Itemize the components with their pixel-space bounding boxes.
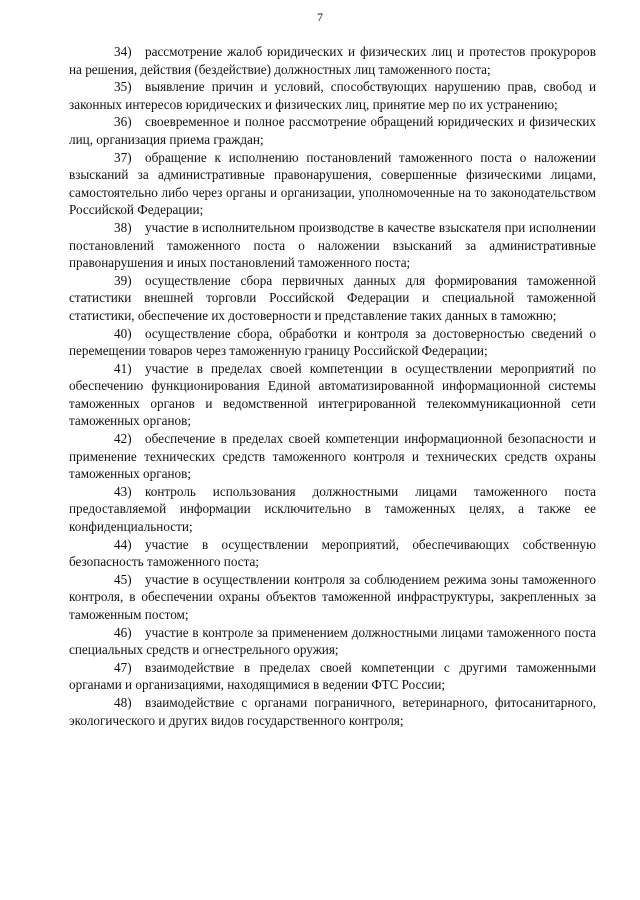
item-text: выявление причин и условий, способствующих нарушению прав, свобод и законных интересов юридических и физических лиц, принятие мер по их устранению; [69, 79, 596, 112]
item-text: взаимодействие в пределах своей компетенции с другими таможенными органами и организациями, находящимися в ведении ФТС России; [69, 659, 596, 693]
item-number: 39) [114, 272, 132, 288]
list-item [69, 43, 596, 78]
item-text: рассмотрение жалоб юридических и физических лиц и протестов прокуроров на решения, действия (бездействие) должностных лиц таможенного поста; [69, 44, 596, 77]
item-number: 48) [114, 694, 132, 710]
item-number: 37) [114, 149, 132, 165]
item-number: 41) [114, 360, 132, 376]
list-item [69, 536, 596, 571]
list-item [69, 78, 596, 113]
item-text: контроль использования должностными лицами таможенного поста предоставляемой информации исключительно в таможенных целях, а также ее конфиденциальности; [69, 483, 596, 535]
item-text: участие в контроле за применением должностными лицами таможенного поста специальных средств и огнестрельного оружия; [69, 624, 596, 658]
item-text: участие в осуществлении мероприятий, обеспечивающих собственную безопасность таможенного поста; [69, 536, 596, 570]
item-text: осуществление сбора первичных данных для формирования таможенной статистики внешней торговли Российской Федерации и специальной таможенной статистики, обеспечение их достоверности и представление таких данных в таможню; [69, 272, 596, 323]
list-item [69, 272, 596, 325]
list-item [69, 659, 596, 694]
item-text: обращение к исполнению постановлений таможенного поста о наложении взысканий за административные правонарушения, совершенные физическими лицами, самостоятельно либо через органы и организации, уполномоченные на то законодательством Российской Федерации; [69, 149, 596, 218]
item-text: взаимодействие с органами пограничного, ветеринарного, фитосанитарного, экологического и других видов государственного контроля; [69, 694, 596, 728]
item-number: 35) [114, 79, 132, 95]
item-text: участие в осуществлении контроля за соблюдением режима зоны таможенного контроля, в обеспечении охраны объектов таможенной инфраструктуры, закрепленных за таможенным постом; [69, 571, 596, 622]
item-number: 45) [114, 571, 132, 587]
item-number: 42) [114, 431, 132, 447]
list-item [69, 325, 596, 360]
list-item [69, 219, 596, 272]
item-text: участие в исполнительном производстве в качестве взыскателя при исполнении постановлений таможенного поста о наложении взысканий за административные правонарушения и иных постановлений таможенного поста; [69, 219, 596, 271]
item-number: 40) [114, 325, 132, 341]
item-text: своевременное и полное рассмотрение обращений юридических и физических лиц, организация приема граждан; [69, 114, 596, 147]
item-number: 44) [114, 536, 132, 552]
list-item [69, 149, 596, 219]
item-text: осуществление сбора, обработки и контроля за достоверностью сведений о перемещении товаров через таможенную границу Российской Федерации; [69, 325, 596, 359]
item-text: обеспечение в пределах своей компетенции информационной безопасности и применение технических средств таможенного контроля и технических средств охраны таможенных органов; [69, 431, 596, 482]
item-number: 43) [114, 483, 132, 499]
item-number: 38) [114, 219, 132, 235]
item-text: участие в пределах своей компетенции в осуществлении мероприятий по обеспечению функционирования Единой автоматизированной информационной системы таможенных органов и ведомственной интегрированной телекоммуникационной сети таможенных органов; [69, 360, 596, 429]
list-item [69, 483, 596, 536]
list-item [69, 694, 596, 729]
document-body [69, 43, 596, 729]
list-item [69, 571, 596, 624]
list-item [69, 624, 596, 659]
page-number: 7 [317, 10, 323, 24]
item-number: 47) [114, 659, 132, 675]
list-item [69, 360, 596, 430]
item-number: 34) [114, 44, 132, 59]
list-item [69, 113, 596, 148]
list-item [69, 430, 596, 483]
item-number: 36) [114, 114, 132, 130]
item-number: 46) [114, 624, 132, 640]
